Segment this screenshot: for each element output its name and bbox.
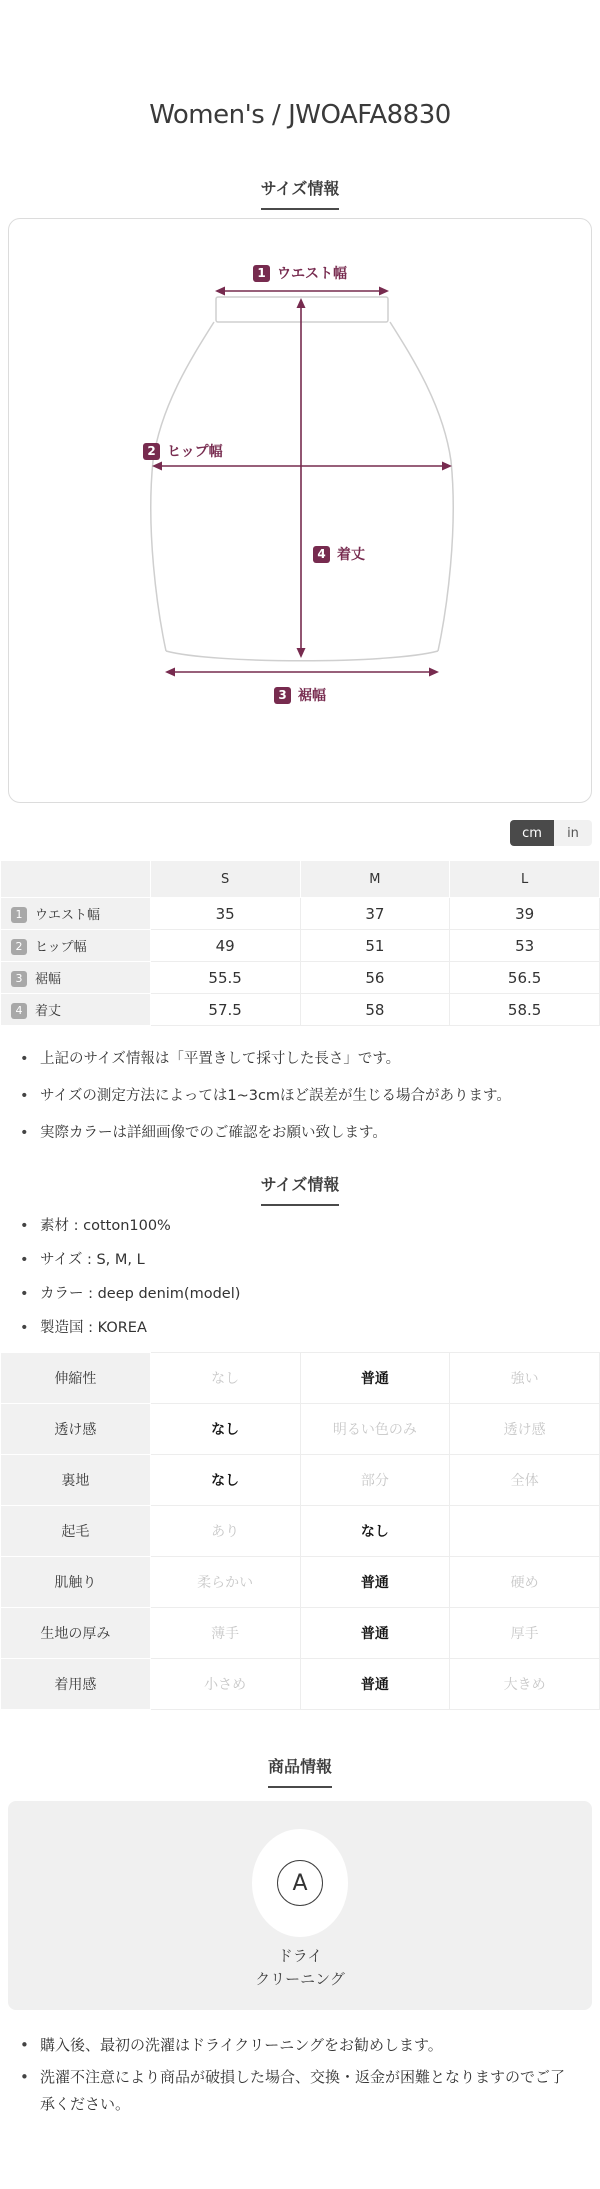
list-item: • 製造国 : KOREA xyxy=(20,1318,580,1339)
waist-number-badge: 1 xyxy=(253,265,270,282)
care-label: ドライ クリーニング xyxy=(255,1947,345,1988)
list-item: • 洗濯不注意により商品が破損した場合、交換・返金が困難となりますのでご了承ください。 xyxy=(20,2064,575,2117)
list-item: • 上記のサイズ情報は「平置きして採寸した長さ」です。 xyxy=(20,1049,580,1070)
attr-option: 小さめ xyxy=(150,1659,300,1710)
table-row xyxy=(1,1404,600,1455)
attr-option: 柔らかい xyxy=(150,1557,300,1608)
product-notes xyxy=(20,2032,575,2117)
hip-m-value: 51 xyxy=(300,930,450,962)
product-section-heading: 商品情報 xyxy=(0,1754,600,1788)
size-col-m: M xyxy=(300,861,450,898)
size-col-l: L xyxy=(450,861,600,898)
hip-s-value: 49 xyxy=(150,930,300,962)
waist-m-value: 37 xyxy=(300,898,450,930)
row3-label: 裾幅 xyxy=(35,971,62,987)
row3-number-badge: 3 xyxy=(11,971,27,987)
size-section-heading: サイズ情報 xyxy=(0,176,600,210)
bullet-icon: • xyxy=(20,1320,29,1337)
list-item: • サイズ : S, M, L xyxy=(20,1250,580,1271)
list-item: • カラー : deep denim(model) xyxy=(20,1284,580,1305)
table-row xyxy=(1,994,600,1026)
hem-l-value: 56.5 xyxy=(450,962,600,994)
list-item: • 素材 : cotton100% xyxy=(20,1216,580,1237)
attr-option: なし xyxy=(150,1455,300,1506)
attr-option: 薄手 xyxy=(150,1608,300,1659)
table-row xyxy=(1,898,600,930)
row2-number-badge: 2 xyxy=(11,939,27,955)
care-instructions-box xyxy=(8,1801,592,2010)
size-table-corner-cell xyxy=(1,861,151,898)
row1-label: ウエスト幅 xyxy=(35,907,101,923)
size-table xyxy=(0,860,600,1026)
attr-option: 硬め xyxy=(450,1557,600,1608)
bullet-icon: • xyxy=(20,1088,29,1105)
hem-width-label: 3 裾幅 xyxy=(9,685,591,705)
hip-l-value: 53 xyxy=(450,930,600,962)
attr-option: 普通 xyxy=(300,1659,450,1710)
row1-number-badge: 1 xyxy=(11,907,27,923)
table-row xyxy=(1,930,600,962)
size-table-header-row xyxy=(1,861,600,898)
table-row xyxy=(1,1557,600,1608)
bullet-icon: • xyxy=(20,1125,29,1142)
table-row xyxy=(1,1506,600,1557)
attribute-table xyxy=(0,1352,600,1710)
length-label: 4 着丈 xyxy=(313,544,365,564)
attr-option: 強い xyxy=(450,1353,600,1404)
attr-label: 生地の厚み xyxy=(1,1608,151,1659)
hip-width-label: 2 ヒップ幅 xyxy=(143,441,223,461)
size-notes xyxy=(20,1049,580,1144)
hem-s-value: 55.5 xyxy=(150,962,300,994)
attr-option: なし xyxy=(150,1353,300,1404)
hem-number-badge: 3 xyxy=(274,687,291,704)
unit-in-button[interactable]: in xyxy=(554,820,592,846)
attr-option xyxy=(450,1506,600,1557)
row4-label: 着丈 xyxy=(35,1003,62,1019)
skirt-diagram-graphic xyxy=(9,219,593,804)
table-row xyxy=(1,1353,600,1404)
attr-option: 普通 xyxy=(300,1557,450,1608)
care-symbol-ellipse xyxy=(252,1829,348,1937)
attr-option: あり xyxy=(150,1506,300,1557)
size-diagram xyxy=(8,218,592,803)
attr-option: 厚手 xyxy=(450,1608,600,1659)
attr-label: 伸縮性 xyxy=(1,1353,151,1404)
dry-clean-icon: A xyxy=(277,1860,323,1906)
table-row xyxy=(1,1608,600,1659)
attr-option: 明るい色のみ xyxy=(300,1404,450,1455)
row4-number-badge: 4 xyxy=(11,1003,27,1019)
table-row xyxy=(1,1455,600,1506)
attr-label: 肌触り xyxy=(1,1557,151,1608)
attr-label: 起毛 xyxy=(1,1506,151,1557)
table-row xyxy=(1,962,600,994)
attr-label: 透け感 xyxy=(1,1404,151,1455)
length-s-value: 57.5 xyxy=(150,994,300,1026)
details-section-heading: サイズ情報 xyxy=(0,1172,600,1206)
list-item: • 実際カラーは詳細画像でのご確認をお願い致します。 xyxy=(20,1123,580,1144)
bullet-icon: • xyxy=(20,1286,29,1303)
list-item: • 購入後、最初の洗濯はドライクリーニングをお勧めします。 xyxy=(20,2032,575,2058)
size-col-s: S xyxy=(150,861,300,898)
attr-option: 普通 xyxy=(300,1353,450,1404)
unit-cm-button[interactable]: cm xyxy=(510,820,554,846)
length-l-value: 58.5 xyxy=(450,994,600,1026)
attr-option: なし xyxy=(300,1506,450,1557)
attr-option: 部分 xyxy=(300,1455,450,1506)
bullet-icon: • xyxy=(20,2036,29,2055)
waist-s-value: 35 xyxy=(150,898,300,930)
table-row xyxy=(1,1659,600,1710)
hip-number-badge: 2 xyxy=(143,443,160,460)
length-number-badge: 4 xyxy=(313,546,330,563)
bullet-icon: • xyxy=(20,1252,29,1269)
waist-l-value: 39 xyxy=(450,898,600,930)
row2-label: ヒップ幅 xyxy=(35,939,87,955)
attr-label: 着用感 xyxy=(1,1659,151,1710)
page-title: Women's / JWOAFA8830 xyxy=(149,100,451,130)
length-m-value: 58 xyxy=(300,994,450,1026)
hem-m-value: 56 xyxy=(300,962,450,994)
waist-width-label: 1 ウエスト幅 xyxy=(9,263,591,283)
bullet-icon: • xyxy=(20,1051,29,1067)
bullet-icon: • xyxy=(20,1218,29,1235)
attr-option: なし xyxy=(150,1404,300,1455)
details-list xyxy=(20,1216,580,1339)
attr-option: 全体 xyxy=(450,1455,600,1506)
bullet-icon: • xyxy=(20,2068,29,2087)
list-item: • サイズの測定方法によっては1~3cmほど誤差が生じる場合があります。 xyxy=(20,1086,580,1107)
attr-option: 普通 xyxy=(300,1608,450,1659)
unit-toggle xyxy=(0,820,592,846)
attr-option: 大きめ xyxy=(450,1659,600,1710)
attr-label: 裏地 xyxy=(1,1455,151,1506)
attr-option: 透け感 xyxy=(450,1404,600,1455)
